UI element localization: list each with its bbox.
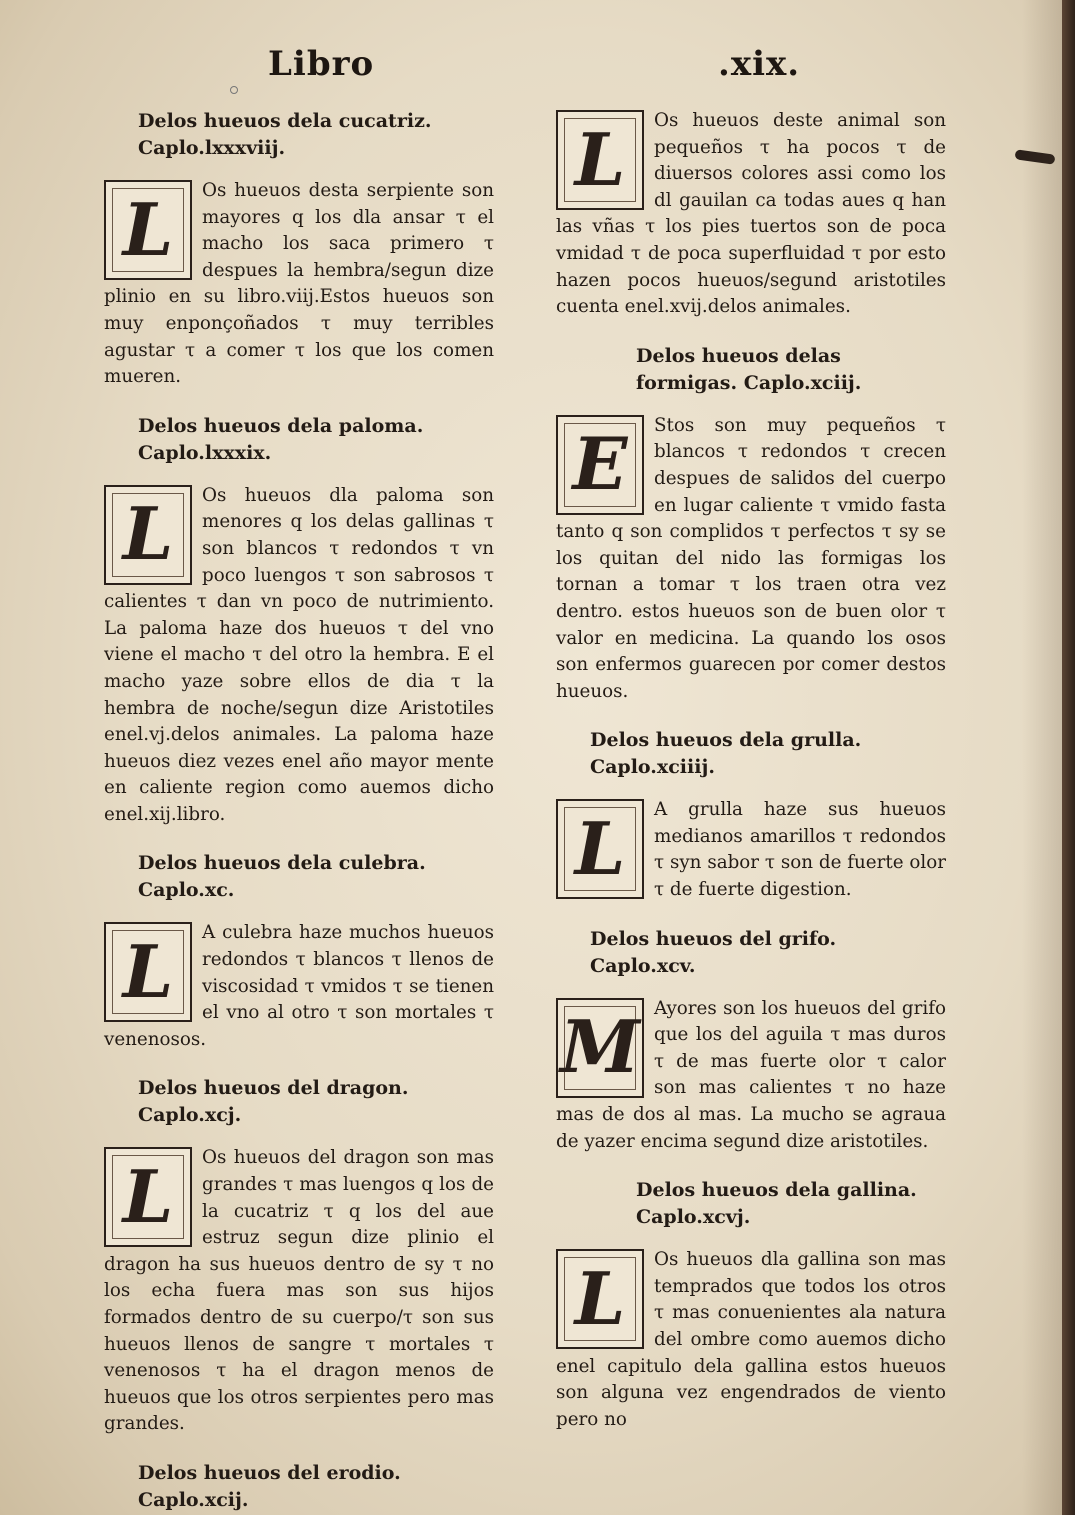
ink-mark: [1014, 149, 1055, 164]
chapter-body: [104, 178, 494, 391]
right-column: [556, 108, 946, 1455]
chapter-text: Stos son muy pequeños τ blancos τ redondos τ crecen despues de salidos del cuerpo en lugar caliente τ vmido fasta tanto q son complidos τ perfectos τ sy se los quitan del nido las formigas los tornan a tomar τ los traen otra vez dentro. estos hueuos son de buen olor τ valor en medicina. La quando los osos son enfermos guarecen por comer destos hueuos.: [556, 414, 946, 702]
chapter-body: [556, 1247, 946, 1433]
chapter-body: [556, 108, 946, 321]
decorated-initial: L: [104, 1147, 192, 1247]
chapter-title: Delos hueuos del erodio. Caplo.xcij.: [138, 1461, 401, 1511]
running-head-right: .xix.: [718, 44, 801, 84]
chapter-text: Os hueuos dla gallina son mas temprados que todos los otros τ mas conuenientes ala natura del ombre como auemos dicho enel capitulo dela gallina estos hueuos son alguna vez engendrados de viento pero no: [556, 1249, 946, 1430]
chapter-body: [556, 797, 946, 903]
ink-dot: [230, 86, 238, 94]
chapter-body: [556, 413, 946, 706]
chapter-title: Delos hueuos dela paloma. Caplo.lxxxix.: [138, 414, 424, 464]
decorated-initial: M: [556, 998, 644, 1098]
decorated-initial: L: [104, 180, 192, 280]
chapter-body: [104, 1145, 494, 1438]
running-head-left: Libro: [268, 44, 375, 84]
decorated-initial: L: [556, 799, 644, 899]
chapter-title: Delos hueuos del grifo. Caplo.xcv.: [590, 927, 837, 977]
decorated-initial: L: [104, 485, 192, 585]
chapter-text: Ayores son los hueuos del grifo que los del aguila τ mas duros τ de mas fuerte olor τ calor son mas calientes τ no haze mas de dos al mas. La mucho se agraua de yazer encima segund dize aristotiles.: [556, 997, 946, 1152]
chapter-text: Os hueuos deste animal son pequeños τ ha pocos τ de diuersos colores assi como los dl gauilan ca todas aues q han las vñas τ los pies tuertos son de poca vmidad τ de poca superfluidad τ por esto hazen pocos hueuos/segund aristotiles cuenta enel.xvij.delos animales.: [556, 110, 946, 318]
decorated-initial: L: [556, 1249, 644, 1349]
decorated-initial: E: [556, 415, 644, 515]
decorated-initial: L: [556, 110, 644, 210]
chapter-title: Delos hueuos dela culebra. Caplo.xc.: [138, 852, 426, 902]
chapter-body: [556, 996, 946, 1156]
chapter-title: Delos hueuos dela cucatriz. Caplo.lxxxviij.: [138, 110, 432, 159]
chapter-title: Delos hueuos dela grulla. Caplo.xciiij.: [590, 729, 862, 779]
chapter-text: Os hueuos desta serpiente son mayores q los dla ansar τ el macho los saca primero τ despues la hembra/segun dize plinio en su libro.viij.Estos hueuos son muy enponçoñados τ muy terribles agustar τ a comer τ los que los comen mueren.: [104, 180, 494, 388]
chapter-title: Delos hueuos del dragon. Caplo.xcj.: [138, 1077, 409, 1127]
decorated-initial: L: [104, 922, 192, 1022]
left-column: [104, 108, 494, 1515]
chapter-text: Os hueuos del dragon son mas grandes τ mas luengos q los de la cucatriz τ q los del aue estruz segun dize plinio el dragon ha sus hueuos dentro de sy τ no los echa fuera mas son sus hijos formados dentro de su cuerpo/τ son sus hueuos llenos de sangre τ mortales τ venenosos τ ha el dragon menos de hueuos que los otros serpientes pero mas grandes.: [104, 1147, 494, 1435]
chapter-title: Delos hueuos dela gallina. Caplo.xcvj.: [636, 1179, 917, 1229]
chapter-title: Delos hueuos delas formigas. Caplo.xciij.: [636, 344, 862, 394]
chapter-text: Os hueuos dla paloma son menores q los delas gallinas τ son blancos τ redondos τ vn poco luengos τ son sabrosos τ calientes τ dan vn poco de nutrimiento. La paloma haze dos hueuos τ del vno viene el macho τ del otro la hembra. E el macho yaze sobre ellos de dia τ la hembra de noche/segun dize Aristotiles enel.vj.delos animales. La paloma haze hueuos diez vezes enel año mayor mente en caliente region como auemos dicho enel.xij.libro.: [104, 484, 494, 825]
chapter-body: [104, 483, 494, 829]
chapter-text: A culebra haze muchos hueuos redondos τ blancos τ llenos de viscosidad τ vmidos τ se tienen el vno al otro τ son mortales τ venenosos.: [104, 922, 494, 1050]
book-binding-edge: [1062, 0, 1075, 1515]
chapter-text: A grulla haze sus hueuos medianos amarillos τ redondos τ syn sabor τ son de fuerte olor τ de fuerte digestion.: [654, 799, 946, 901]
chapter-body: [104, 920, 494, 1053]
